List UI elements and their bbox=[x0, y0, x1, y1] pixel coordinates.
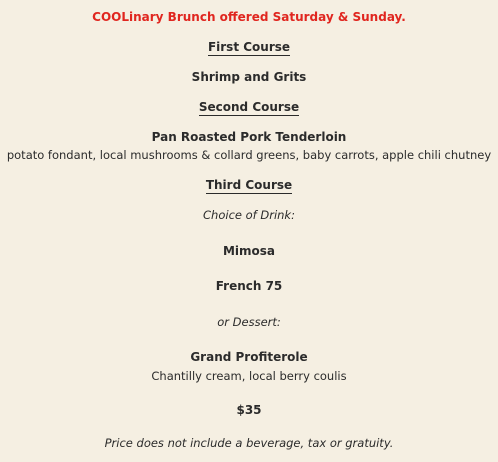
first-course-heading bbox=[0, 39, 498, 56]
first-course-heading-text: First Course bbox=[207, 40, 291, 54]
dessert-intro: or Dessert: bbox=[217, 315, 281, 329]
drink-option-mimosa: Mimosa bbox=[222, 244, 276, 258]
third-course-heading-text: Third Course bbox=[205, 178, 293, 192]
second-course-heading bbox=[0, 99, 498, 116]
first-course-dish: Shrimp and Grits bbox=[191, 70, 307, 84]
price-disclaimer: Price does not include a beverage, tax or gratuity. bbox=[104, 436, 394, 450]
drink-intro: Choice of Drink: bbox=[203, 208, 295, 222]
menu-price: $35 bbox=[236, 403, 262, 417]
dessert-description: Chantilly cream, local berry coulis bbox=[151, 369, 347, 383]
second-course-description: potato fondant, local mushrooms & collard greens, baby carrots, apple chili chutney bbox=[6, 148, 492, 162]
second-course-dish: Pan Roasted Pork Tenderloin bbox=[151, 130, 347, 144]
third-course-heading bbox=[0, 177, 498, 194]
dessert-dish: Grand Profiterole bbox=[190, 350, 308, 364]
drink-option-french-75: French 75 bbox=[215, 279, 283, 293]
brunch-notice: COOLinary Brunch offered Saturday & Sunday. bbox=[92, 10, 406, 24]
second-course-heading-text: Second Course bbox=[198, 100, 300, 114]
